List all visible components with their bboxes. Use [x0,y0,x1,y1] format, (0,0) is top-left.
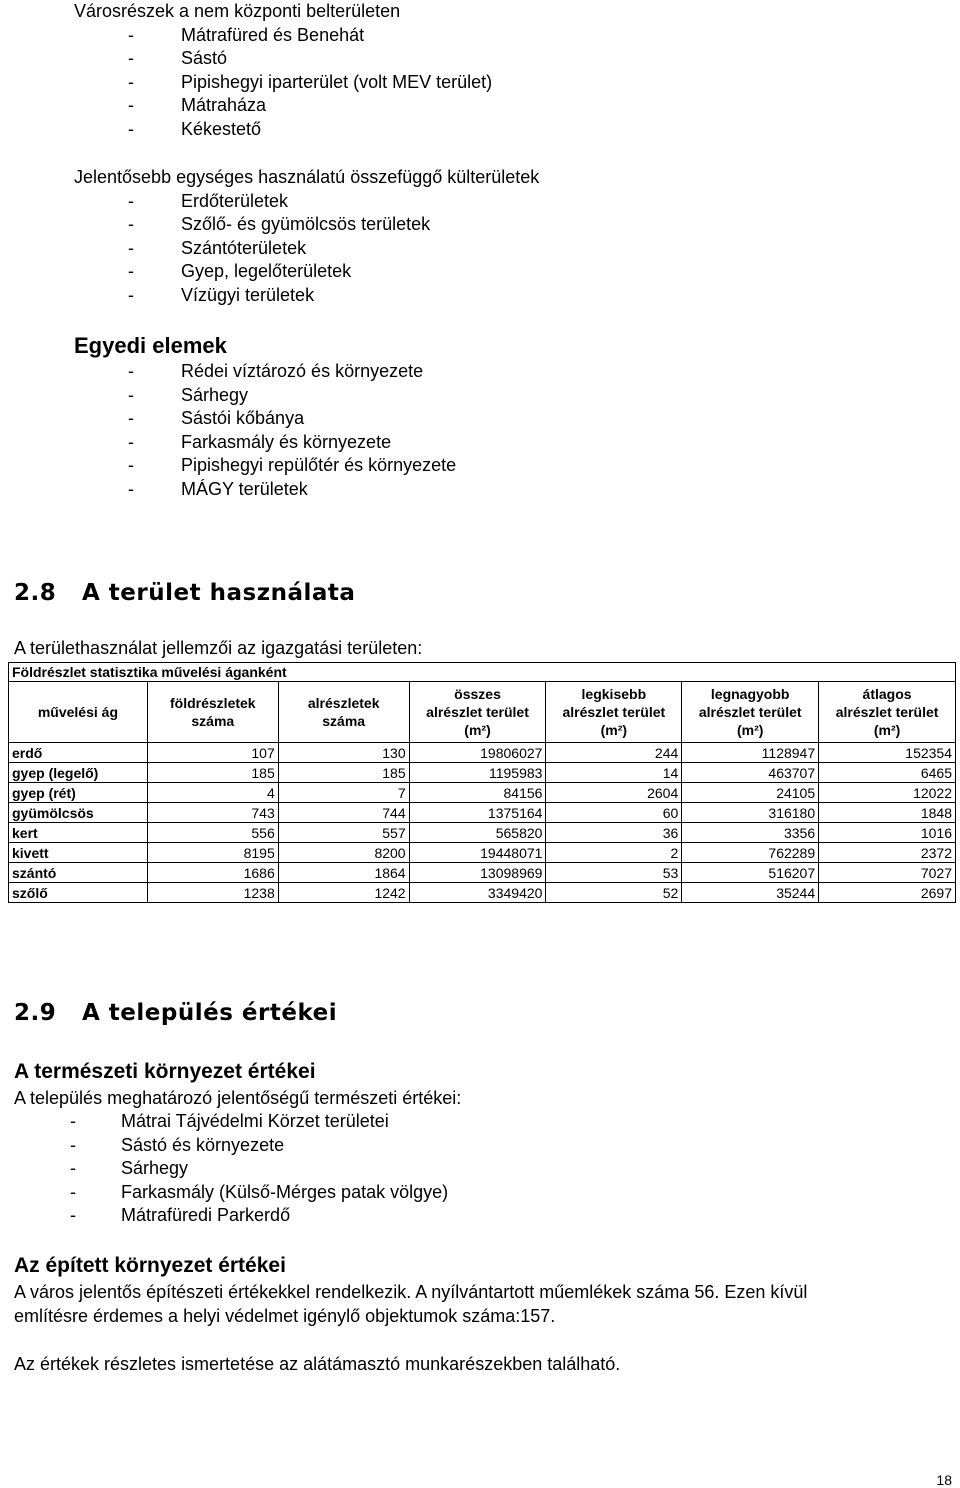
table-cell-value: 8195 [147,843,278,863]
list-outer-areas [0,166,960,307]
table-cell-value: 1864 [278,863,409,883]
list-item [0,1157,960,1181]
column-header-line: földrészletek [170,695,256,711]
list-dash: - [128,24,134,45]
list-heading: Városrészek a nem központi belterületen [74,1,401,21]
table-cell-value: 2 [546,843,682,863]
list-dash: - [70,1111,76,1131]
section-title: A település értékei [82,1000,338,1026]
natural-values-intro: A település meghatározó jelentőségű természeti értékei: [14,1088,462,1108]
table-cell-value: 1848 [819,803,956,823]
list-dash: - [128,237,134,258]
table-cell-value: 19448071 [409,843,546,863]
column-header-line: alrészletek [307,695,380,711]
list-item [0,1204,960,1228]
table-cell-value: 152354 [819,743,956,763]
table-row [9,783,956,803]
column-header-line: alrészlet terület [835,704,939,720]
list-item-text: Kékestető [181,118,262,139]
table-cell-value: 557 [278,823,409,843]
list-item-text: Sástó [181,48,228,68]
list-dash: - [128,455,134,475]
table-cell-value: 84156 [409,783,546,803]
list-dash: - [128,361,134,381]
list-heading: Egyedi elemek [74,333,227,358]
list-items [0,24,960,142]
list-item-text: Szőlő- és gyümölcsös területek [181,214,431,234]
built-values-block [0,1252,960,1376]
list-dash: - [128,95,134,115]
list-dash: - [128,214,134,234]
list-item [0,407,960,431]
table-cell-value: 7027 [819,863,956,883]
list-item-text: Pipishegyi repülőtér és környezete [181,455,457,475]
list-items [0,190,960,308]
list-item-text: Szántóterületek [181,237,307,258]
list-item [0,1110,960,1134]
table-row [9,863,956,883]
column-header [147,682,278,743]
section-number: 2.9 [14,1000,57,1026]
table-cell-category: kert [9,823,148,843]
column-header [9,682,148,743]
list-dash: - [128,431,134,452]
built-values-line-1: A város jelentős építészeti értékekkel rendelkezik. A nyílvántartott műemlékek száma 56. Ezen kívül [14,1282,808,1302]
table-cell-value: 13098969 [409,863,546,883]
table-row [9,763,956,783]
table-cell-value: 744 [278,803,409,823]
natural-values-block [0,1058,960,1110]
column-header [819,682,956,743]
table-cell-value: 14 [546,763,682,783]
table-cell-value: 1238 [147,883,278,903]
column-header-line: (m²) [873,722,901,738]
table-cell-value: 565820 [409,823,546,843]
table-cell-value: 53 [546,863,682,883]
page-number: 18 [936,1472,952,1488]
column-header-line: legkisebb [581,686,647,702]
table-cell-value: 1375164 [409,803,546,823]
list-item [0,213,960,237]
column-header-line: alrészlet terület [698,704,802,720]
table-cell-value: 1016 [819,823,956,843]
list-item [0,384,960,408]
column-header-line: száma [322,713,366,729]
table-cell-value: 2372 [819,843,956,863]
column-header-line: alrészlet terület [562,704,666,720]
list-item-text: Pipishegyi iparterület (volt MEV terület) [181,71,493,92]
list-item-text: Mátrafüredi Parkerdő [121,1205,291,1225]
table-cell-value: 1195983 [409,763,546,783]
table-cell-value: 1242 [278,883,409,903]
built-values-heading: Az épített környezet értékei [14,1254,286,1277]
list-dash: - [70,1134,76,1155]
list-item [0,360,960,384]
list-individual-elements [0,332,960,501]
table-cell-value: 244 [546,743,682,763]
table-cell-value: 8200 [278,843,409,863]
list-item-text: Gyep, legelőterületek [181,261,352,281]
list-item [0,454,960,478]
section-heading-2-9 [0,1000,960,1026]
list-dash: - [128,384,134,405]
list-item [0,431,960,455]
list-item [0,1134,960,1158]
table-cell-value: 185 [147,763,278,783]
list-item-text: Mátrafüred és Benehát [181,24,365,45]
list-item-text: Farkasmály (Külső-Mérges patak völgye) [121,1181,449,1202]
list-item-text: Vízügyi területek [181,284,315,305]
list-dash: - [70,1181,76,1202]
column-header-line: összes [454,686,501,702]
list-item-text: Sástó és környezete [121,1134,285,1155]
list-dash: - [70,1205,76,1225]
list-item [0,118,960,142]
closing-sentence: Az értékek részletes ismertetése az alátámasztó munkarészekben található. [14,1354,621,1374]
table-cell-value: 35244 [682,883,819,903]
list-dash: - [128,284,134,305]
list-item-text: Erdőterületek [181,190,289,211]
built-values-line-2: említésre érdemes a helyi védelmet igénylő objektumok száma:157. [14,1306,556,1326]
table-cell-value: 1128947 [682,743,819,763]
list-item-text: Mátraháza [181,95,267,115]
table-cell-category: szántó [9,863,148,883]
table-cell-category: gyep (legelő) [9,763,148,783]
list-item [0,24,960,48]
table-cell-category: szőlő [9,883,148,903]
list-dash: - [128,71,134,92]
table-caption: Földrészlet statisztika művelési áganként [9,663,956,682]
table-cell-value: 12022 [819,783,956,803]
natural-values-heading: A természeti környezet értékei [14,1060,316,1083]
table-cell-value: 762289 [682,843,819,863]
list-dash: - [128,408,134,428]
list-dash: - [128,190,134,211]
natural-values-list [0,1110,960,1228]
list-item-text: Sárhegy [121,1158,189,1178]
section-heading-2-8 [0,580,960,606]
list-district-areas [0,0,960,141]
list-heading: Jelentősebb egységes használatú összefüggő külterületek [74,167,540,187]
list-dash: - [128,118,134,139]
column-header-line: (m²) [736,722,764,738]
table-cell-value: 463707 [682,763,819,783]
list-items [0,360,960,501]
table-cell-category: kivett [9,843,148,863]
table-cell-value: 3349420 [409,883,546,903]
list-item [0,190,960,214]
table-row [9,803,956,823]
table-cell-value: 7 [278,783,409,803]
column-header [409,682,546,743]
list-item [0,260,960,284]
table-cell-value: 6465 [819,763,956,783]
column-header-line: átlagos [862,686,912,702]
list-item-text: Rédei víztározó és környezete [181,361,424,381]
table-cell-value: 130 [278,743,409,763]
table-row [9,743,956,763]
table-cell-category: gyümölcsös [9,803,148,823]
list-dash: - [128,261,134,281]
list-item [0,284,960,308]
list-dash: - [128,48,134,68]
list-item [0,94,960,118]
table-row [9,843,956,863]
table-cell-value: 36 [546,823,682,843]
table-row [9,883,956,903]
column-header [278,682,409,743]
list-item [0,237,960,261]
list-item-text: Mátrai Tájvédelmi Körzet területei [121,1111,389,1131]
table-row [9,823,956,843]
table-cell-category: erdő [9,743,148,763]
table-cell-value: 2604 [546,783,682,803]
table-cell-value: 24105 [682,783,819,803]
column-header-line: alrészlet terület [426,704,529,720]
list-dash: - [128,478,134,499]
table-cell-value: 3356 [682,823,819,843]
section-title: A terület használata [82,580,356,606]
list-dash: - [70,1158,76,1178]
list-item [0,1181,960,1205]
list-item-text: Sástói kőbánya [181,408,305,428]
column-header-line: (m²) [600,722,628,738]
column-header-line: száma [191,713,235,729]
table-cell-category: gyep (rét) [9,783,148,803]
table-cell-value: 516207 [682,863,819,883]
section-number: 2.8 [14,580,57,606]
table-cell-value: 52 [546,883,682,903]
list-item [0,47,960,71]
list-item [0,478,960,502]
table-cell-value: 743 [147,803,278,823]
table-cell-value: 4 [147,783,278,803]
list-item-text: MÁGY területek [181,478,308,499]
table-cell-value: 185 [278,763,409,783]
column-header-line: legnagyobb [710,686,790,702]
table-cell-value: 1686 [147,863,278,883]
table-cell-value: 19806027 [409,743,546,763]
table-cell-value: 316180 [682,803,819,823]
land-statistics-table [8,662,956,903]
column-header [682,682,819,743]
table-cell-value: 60 [546,803,682,823]
list-item [0,71,960,95]
table-intro: A területhasználat jellemzői az igazgatási területen: [14,638,423,658]
list-item-text: Sárhegy [181,384,249,405]
table-cell-value: 107 [147,743,278,763]
table-cell-value: 556 [147,823,278,843]
column-header-line: művelési ág [37,704,118,720]
column-header [546,682,682,743]
column-header-line: (m²) [464,722,491,738]
list-items [0,1110,960,1228]
list-item-text: Farkasmály és környezete [181,431,392,452]
table-cell-value: 2697 [819,883,956,903]
